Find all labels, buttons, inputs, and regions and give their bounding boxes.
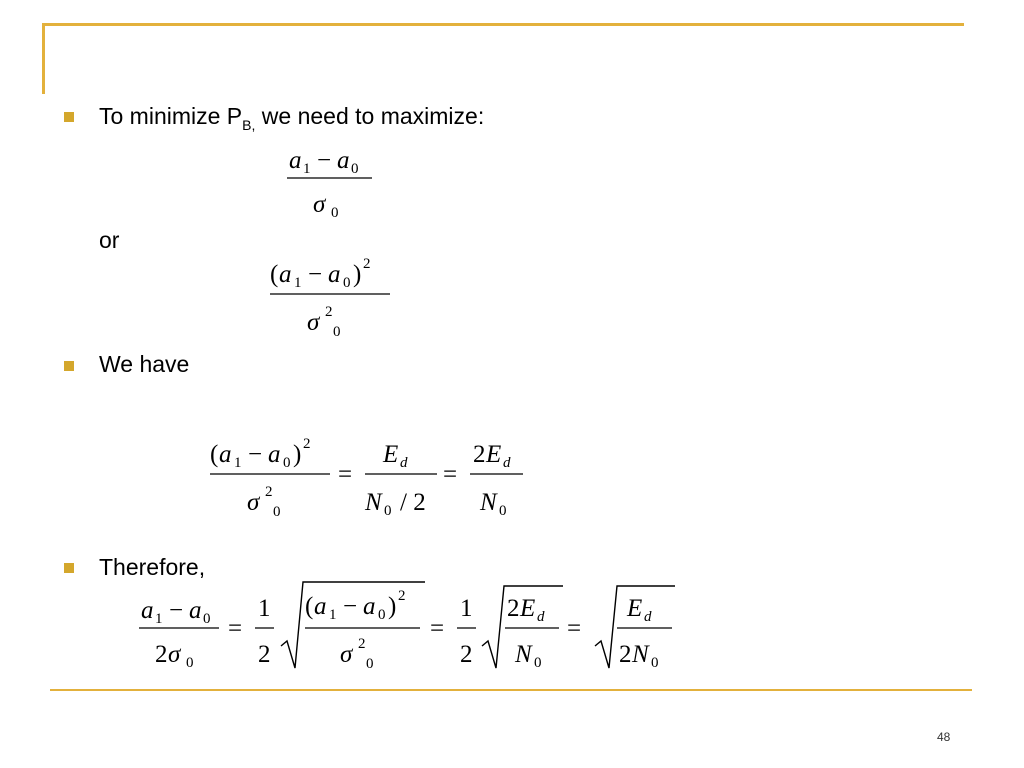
svg-text:a: a [279, 261, 292, 288]
equation-result [135, 580, 685, 675]
svg-text:N: N [632, 641, 649, 668]
svg-text:−: − [169, 597, 184, 624]
svg-text:0: 0 [203, 611, 211, 627]
svg-text:N: N [480, 489, 497, 516]
svg-text:N: N [515, 641, 532, 668]
svg-text:(: ( [305, 593, 314, 620]
svg-text:E: E [486, 441, 502, 468]
svg-text:=: = [567, 615, 582, 642]
bullet-marker [64, 563, 74, 573]
bullet1-pre: To minimize P [99, 103, 243, 129]
svg-text:): ) [353, 261, 362, 288]
bullet-marker [64, 112, 74, 122]
svg-text:2: 2 [363, 256, 371, 272]
svg-text:−: − [308, 261, 323, 288]
svg-text:E: E [627, 595, 643, 622]
svg-text:2: 2 [460, 641, 473, 668]
frame-top-rule [42, 23, 964, 26]
svg-text:N: N [365, 489, 382, 516]
svg-text:2: 2 [619, 641, 632, 668]
svg-text:): ) [293, 441, 302, 468]
svg-text:0: 0 [343, 275, 351, 291]
svg-text:1: 1 [155, 611, 163, 627]
equation-squared-ratio [265, 252, 405, 342]
svg-text:1: 1 [294, 275, 302, 291]
svg-text:a: a [314, 593, 327, 620]
svg-text:(: ( [210, 441, 219, 468]
bullet-text-therefore: Therefore, [99, 554, 206, 580]
svg-text:σ: σ [168, 641, 181, 668]
svg-text:0: 0 [331, 205, 339, 221]
svg-text:d: d [503, 455, 511, 471]
svg-text:2: 2 [358, 636, 366, 652]
svg-text:=: = [338, 461, 353, 488]
svg-text:/ 2: / 2 [400, 489, 426, 516]
svg-text:(: ( [270, 261, 279, 288]
equation-ratio [280, 140, 390, 224]
svg-text:σ: σ [340, 641, 353, 668]
svg-text:0: 0 [283, 455, 291, 471]
svg-text:a: a [219, 441, 232, 468]
bullet-text-minimize [99, 102, 485, 133]
svg-text:=: = [443, 461, 458, 488]
svg-text:E: E [520, 595, 536, 622]
svg-text:=: = [430, 615, 445, 642]
svg-text:1: 1 [234, 455, 242, 471]
svg-text:0: 0 [186, 655, 194, 671]
connector-or: or [99, 227, 120, 253]
svg-text:2: 2 [473, 441, 486, 468]
bullet-text-we-have: We have [99, 351, 190, 377]
equation-snr [205, 430, 535, 525]
svg-text:2: 2 [155, 641, 168, 668]
svg-text:1: 1 [258, 595, 271, 622]
svg-text:1: 1 [460, 595, 473, 622]
bullet1-subscript: B, [242, 117, 256, 133]
svg-text:0: 0 [366, 656, 374, 672]
svg-text:0: 0 [499, 503, 507, 519]
svg-text:a: a [189, 597, 202, 624]
svg-text:σ: σ [313, 191, 326, 218]
svg-text:σ: σ [307, 309, 320, 336]
svg-text:−: − [248, 441, 263, 468]
svg-text:0: 0 [273, 504, 281, 520]
svg-text:1: 1 [303, 161, 311, 177]
svg-text:a: a [337, 147, 350, 174]
svg-text:2: 2 [258, 641, 271, 668]
svg-text:a: a [141, 597, 154, 624]
svg-text:d: d [400, 455, 408, 471]
svg-text:0: 0 [384, 503, 392, 519]
svg-text:0: 0 [333, 324, 341, 340]
svg-text:a: a [328, 261, 341, 288]
svg-text:d: d [537, 609, 545, 625]
svg-text:0: 0 [651, 655, 659, 671]
svg-text:0: 0 [378, 607, 386, 623]
svg-text:2: 2 [303, 436, 311, 452]
bullet-marker [64, 361, 74, 371]
svg-text:a: a [268, 441, 281, 468]
svg-text:2: 2 [325, 304, 333, 320]
svg-text:2: 2 [507, 595, 520, 622]
svg-text:a: a [363, 593, 376, 620]
svg-text:): ) [388, 593, 397, 620]
svg-text:−: − [343, 593, 358, 620]
svg-text:a: a [289, 147, 302, 174]
svg-text:0: 0 [351, 161, 359, 177]
svg-text:E: E [383, 441, 399, 468]
svg-text:σ: σ [247, 489, 260, 516]
svg-text:0: 0 [534, 655, 542, 671]
svg-text:d: d [644, 609, 652, 625]
svg-text:−: − [317, 147, 332, 174]
svg-text:1: 1 [329, 607, 337, 623]
svg-text:2: 2 [398, 588, 406, 604]
svg-text:=: = [228, 615, 243, 642]
bullet1-post: we need to maximize: [255, 103, 485, 129]
footer-rule [50, 689, 972, 691]
svg-text:2: 2 [265, 484, 273, 500]
frame-left-rule [42, 23, 45, 94]
page-number: 48 [937, 730, 951, 744]
